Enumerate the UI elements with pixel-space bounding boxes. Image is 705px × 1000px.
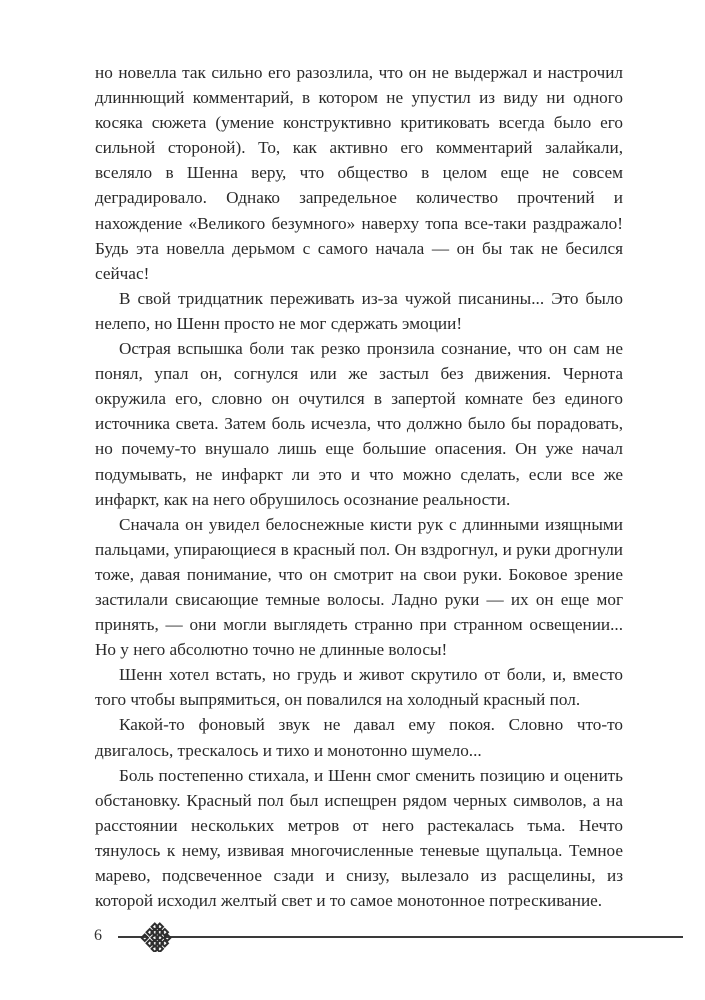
page-footer [0, 920, 705, 954]
page-body [95, 60, 623, 913]
paragraph: Боль постепенно стихала, и Шенн смог сменить позицию и оценить обстановку. Красный пол был испещрен рядом черных символов, а на расстоянии нескольких метров от него растекалась тьма. Нечто тянулось к нему, извивая многочисленные теневые щупальца. Темное марево, подсвеченное сзади и снизу, вылезало из расщелины, из которой исходил желтый свет и то самое монотонное потрескивание. [95, 765, 623, 911]
paragraph: Шенн хотел встать, но грудь и живот скрутило от боли, и, вместо того чтобы выпрямиться, он повалился на холодный красный пол. [95, 665, 623, 710]
paragraph: Какой-то фоновый звук не давал ему покоя. Словно что-то двигалось, трескалось и тихо и монотонно шумело... [95, 715, 623, 760]
endless-knot-icon [140, 922, 172, 952]
footer-rule [118, 936, 683, 938]
paragraph: Острая вспышка боли так резко пронзила сознание, что он сам не понял, упал он, согнулся или же застыл без движения. Чернота окружила его, словно он очутился в запертой комнате без единого источника света. Затем боль исчезла, что должно было бы порадовать, но почему-то внушало лишь еще большие опасения. Он уже начал подумывать, не инфаркт ли это и что можно сделать, если все же инфаркт, как на него обрушилось осознание реальности. [95, 339, 623, 509]
paragraph: В свой тридцатник переживать из-за чужой писанины... Это было нелепо, но Шенн просто не мог сдержать эмоции! [95, 288, 623, 333]
page-number: 6 [94, 927, 102, 944]
paragraph: но новелла так сильно его разозлила, что он не выдержал и настрочил длиннющий комментарий, в котором не упустил из виду ни одного косяка сюжета (умение конструктивно критиковать всегда было его сильной стороной). То, как активно его комментарий залайкали, вселяло в Шенна веру, что общество в целом еще не совсем деградировало. Однако запредельное количество прочтений и нахождение «Великого безумного» наверху топа все-таки раздражало! Будь эта новелла дерьмом с самого начала — он бы так не бесился сейчас! [95, 63, 623, 283]
paragraph: Сначала он увидел белоснежные кисти рук с длинными изящными пальцами, упирающиеся в красный пол. Он вздрогнул, и руки дрогнули тоже, давая понимание, что он смотрит на свои руки. Боковое зрение застилали свисающие темные волосы. Ладно руки — их он еще мог принять, — они могли выглядеть странно при странном освещении... Но у него абсолютно точно не длинные волосы! [95, 514, 623, 660]
